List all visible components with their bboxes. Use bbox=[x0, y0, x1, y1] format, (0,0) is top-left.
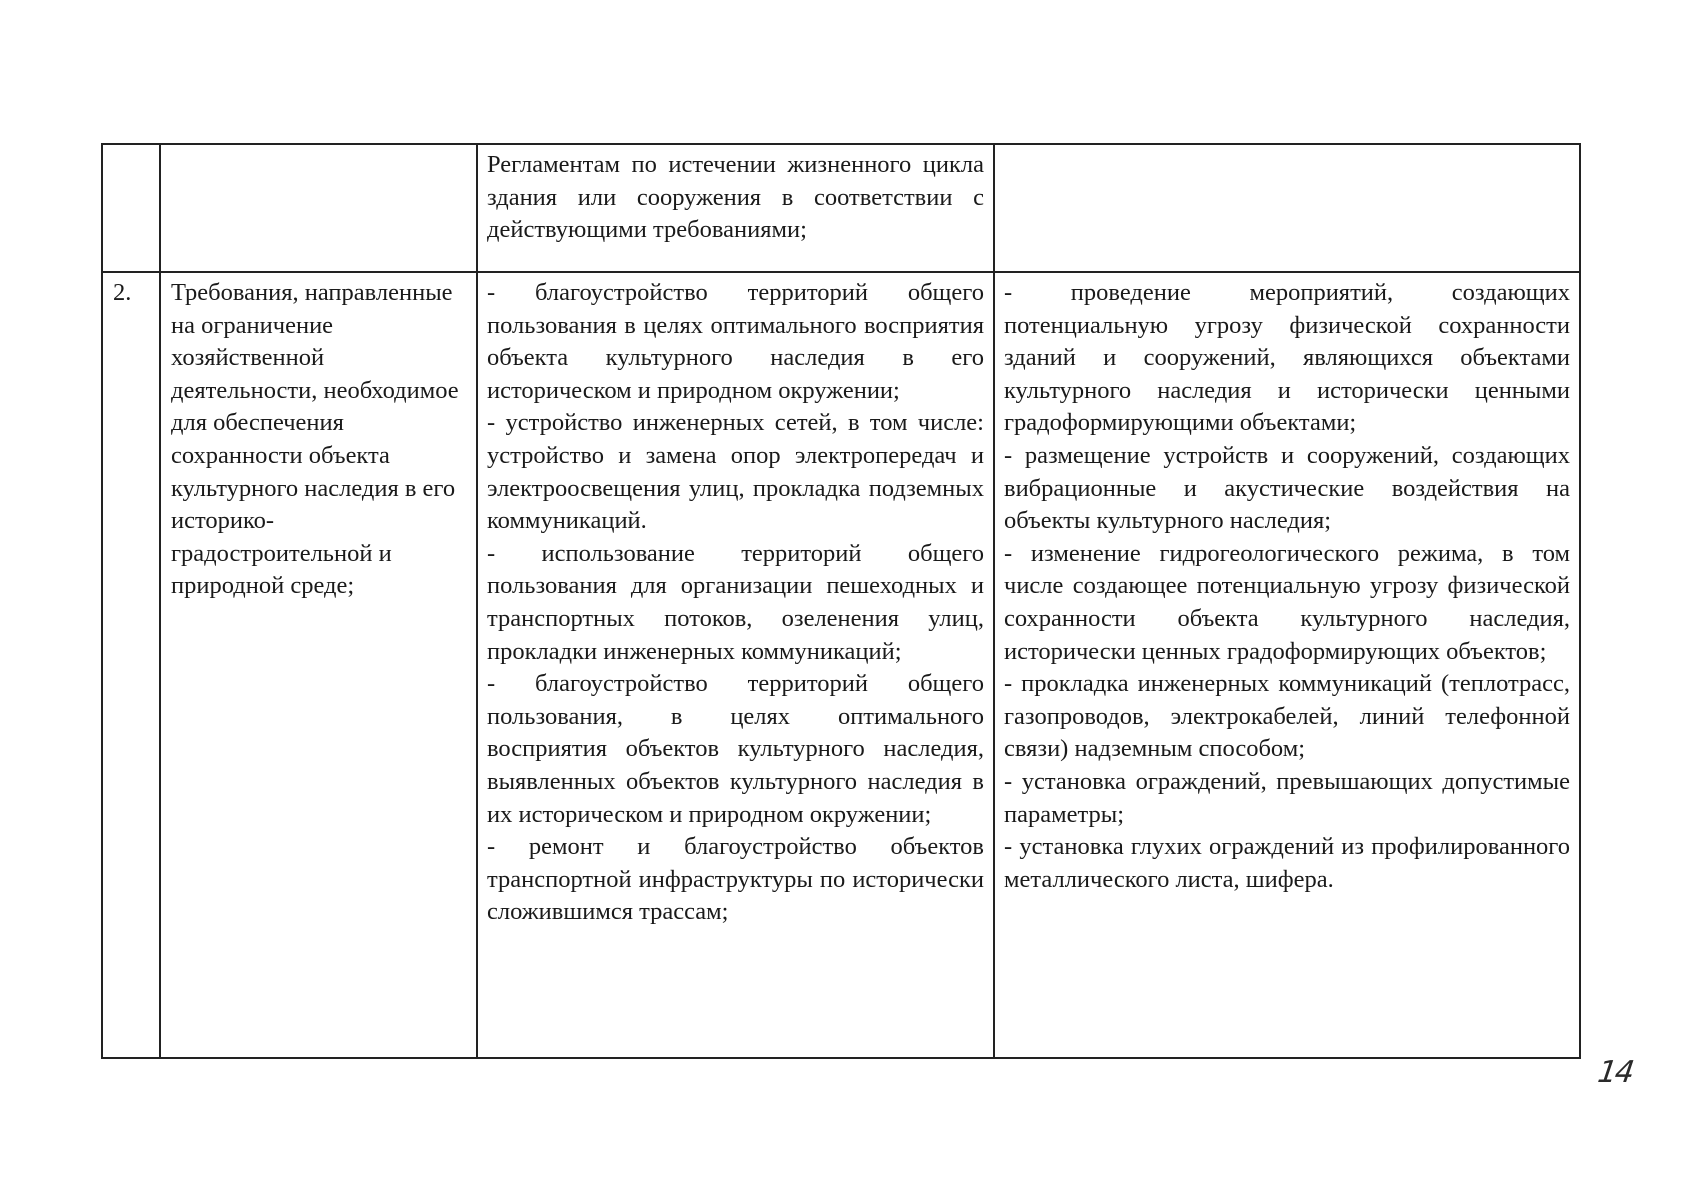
table-row-continued bbox=[102, 144, 1580, 272]
forbidden-item: - установка ограждений, превышающих допустимые параметры; bbox=[1004, 767, 1570, 828]
regulations-table bbox=[101, 143, 1581, 1059]
row-number-cell: 2. bbox=[102, 272, 160, 1058]
forbidden-item: - прокладка инженерных коммуникаций (теплотрасс, газопроводов, электрокабелей, линий телефонной связи) надземным способом; bbox=[1004, 670, 1570, 763]
requirement-cell bbox=[160, 144, 477, 272]
forbidden-activities-cell bbox=[994, 144, 1580, 272]
requirement-cell: Требования, направленные на ограничение хозяйственной деятельности, необходимое для обеспечения сохранности объекта культурного наследия в его историко-градостроительной и природной среде; bbox=[160, 272, 477, 1058]
allowed-activities-cell bbox=[477, 272, 994, 1058]
allowed-item: - благоустройство территорий общего пользования, в целях оптимального восприятия объектов культурного наследия, выявленных объектов культурного наследия в их историческом и природном окружении; bbox=[487, 670, 984, 828]
table-row-2 bbox=[102, 272, 1580, 1058]
allowed-item: - устройство инженерных сетей, в том числе: устройство и замена опор электропередач и электроосвещения улиц, прокладка подземных коммуникаций. bbox=[487, 409, 984, 535]
forbidden-item: - размещение устройств и сооружений, создающих вибрационные и акустические воздействия на объекты культурного наследия; bbox=[1004, 441, 1570, 535]
forbidden-item: - установка глухих ограждений из профилированного металлического листа, шифера. bbox=[1004, 833, 1570, 893]
allowed-activities-cell bbox=[477, 144, 994, 272]
allowed-item: - благоустройство территорий общего пользования в целях оптимального восприятия объекта культурного наследия в его историческом и природном окружении; bbox=[487, 279, 984, 404]
forbidden-activities-cell bbox=[994, 272, 1580, 1058]
allowed-item: Регламентам по истечении жизненного цикла здания или сооружения в соответствии с действующими требованиями; bbox=[487, 151, 984, 244]
row-number-cell bbox=[102, 144, 160, 272]
allowed-item: - ремонт и благоустройство объектов транспортной инфраструктуры по исторически сложившимся трассам; bbox=[487, 833, 984, 926]
allowed-item: - использование территорий общего пользования для организации пешеходных и транспортных потоков, озеленения улиц, прокладки инженерных коммуникаций; bbox=[487, 539, 984, 665]
forbidden-item: - изменение гидрогеологического режима, в том числе создающее потенциальную угрозу физической сохранности объекта культурного наследия, исторически ценных градоформирующих объектов; bbox=[1004, 539, 1570, 665]
page-number: 14 bbox=[1595, 1055, 1635, 1090]
forbidden-item: - проведение мероприятий, создающих потенциальную угрозу физической сохранности зданий и сооружений, являющихся объектами культурного наследия и исторически ценными градоформирующими объектами; bbox=[1004, 279, 1570, 437]
